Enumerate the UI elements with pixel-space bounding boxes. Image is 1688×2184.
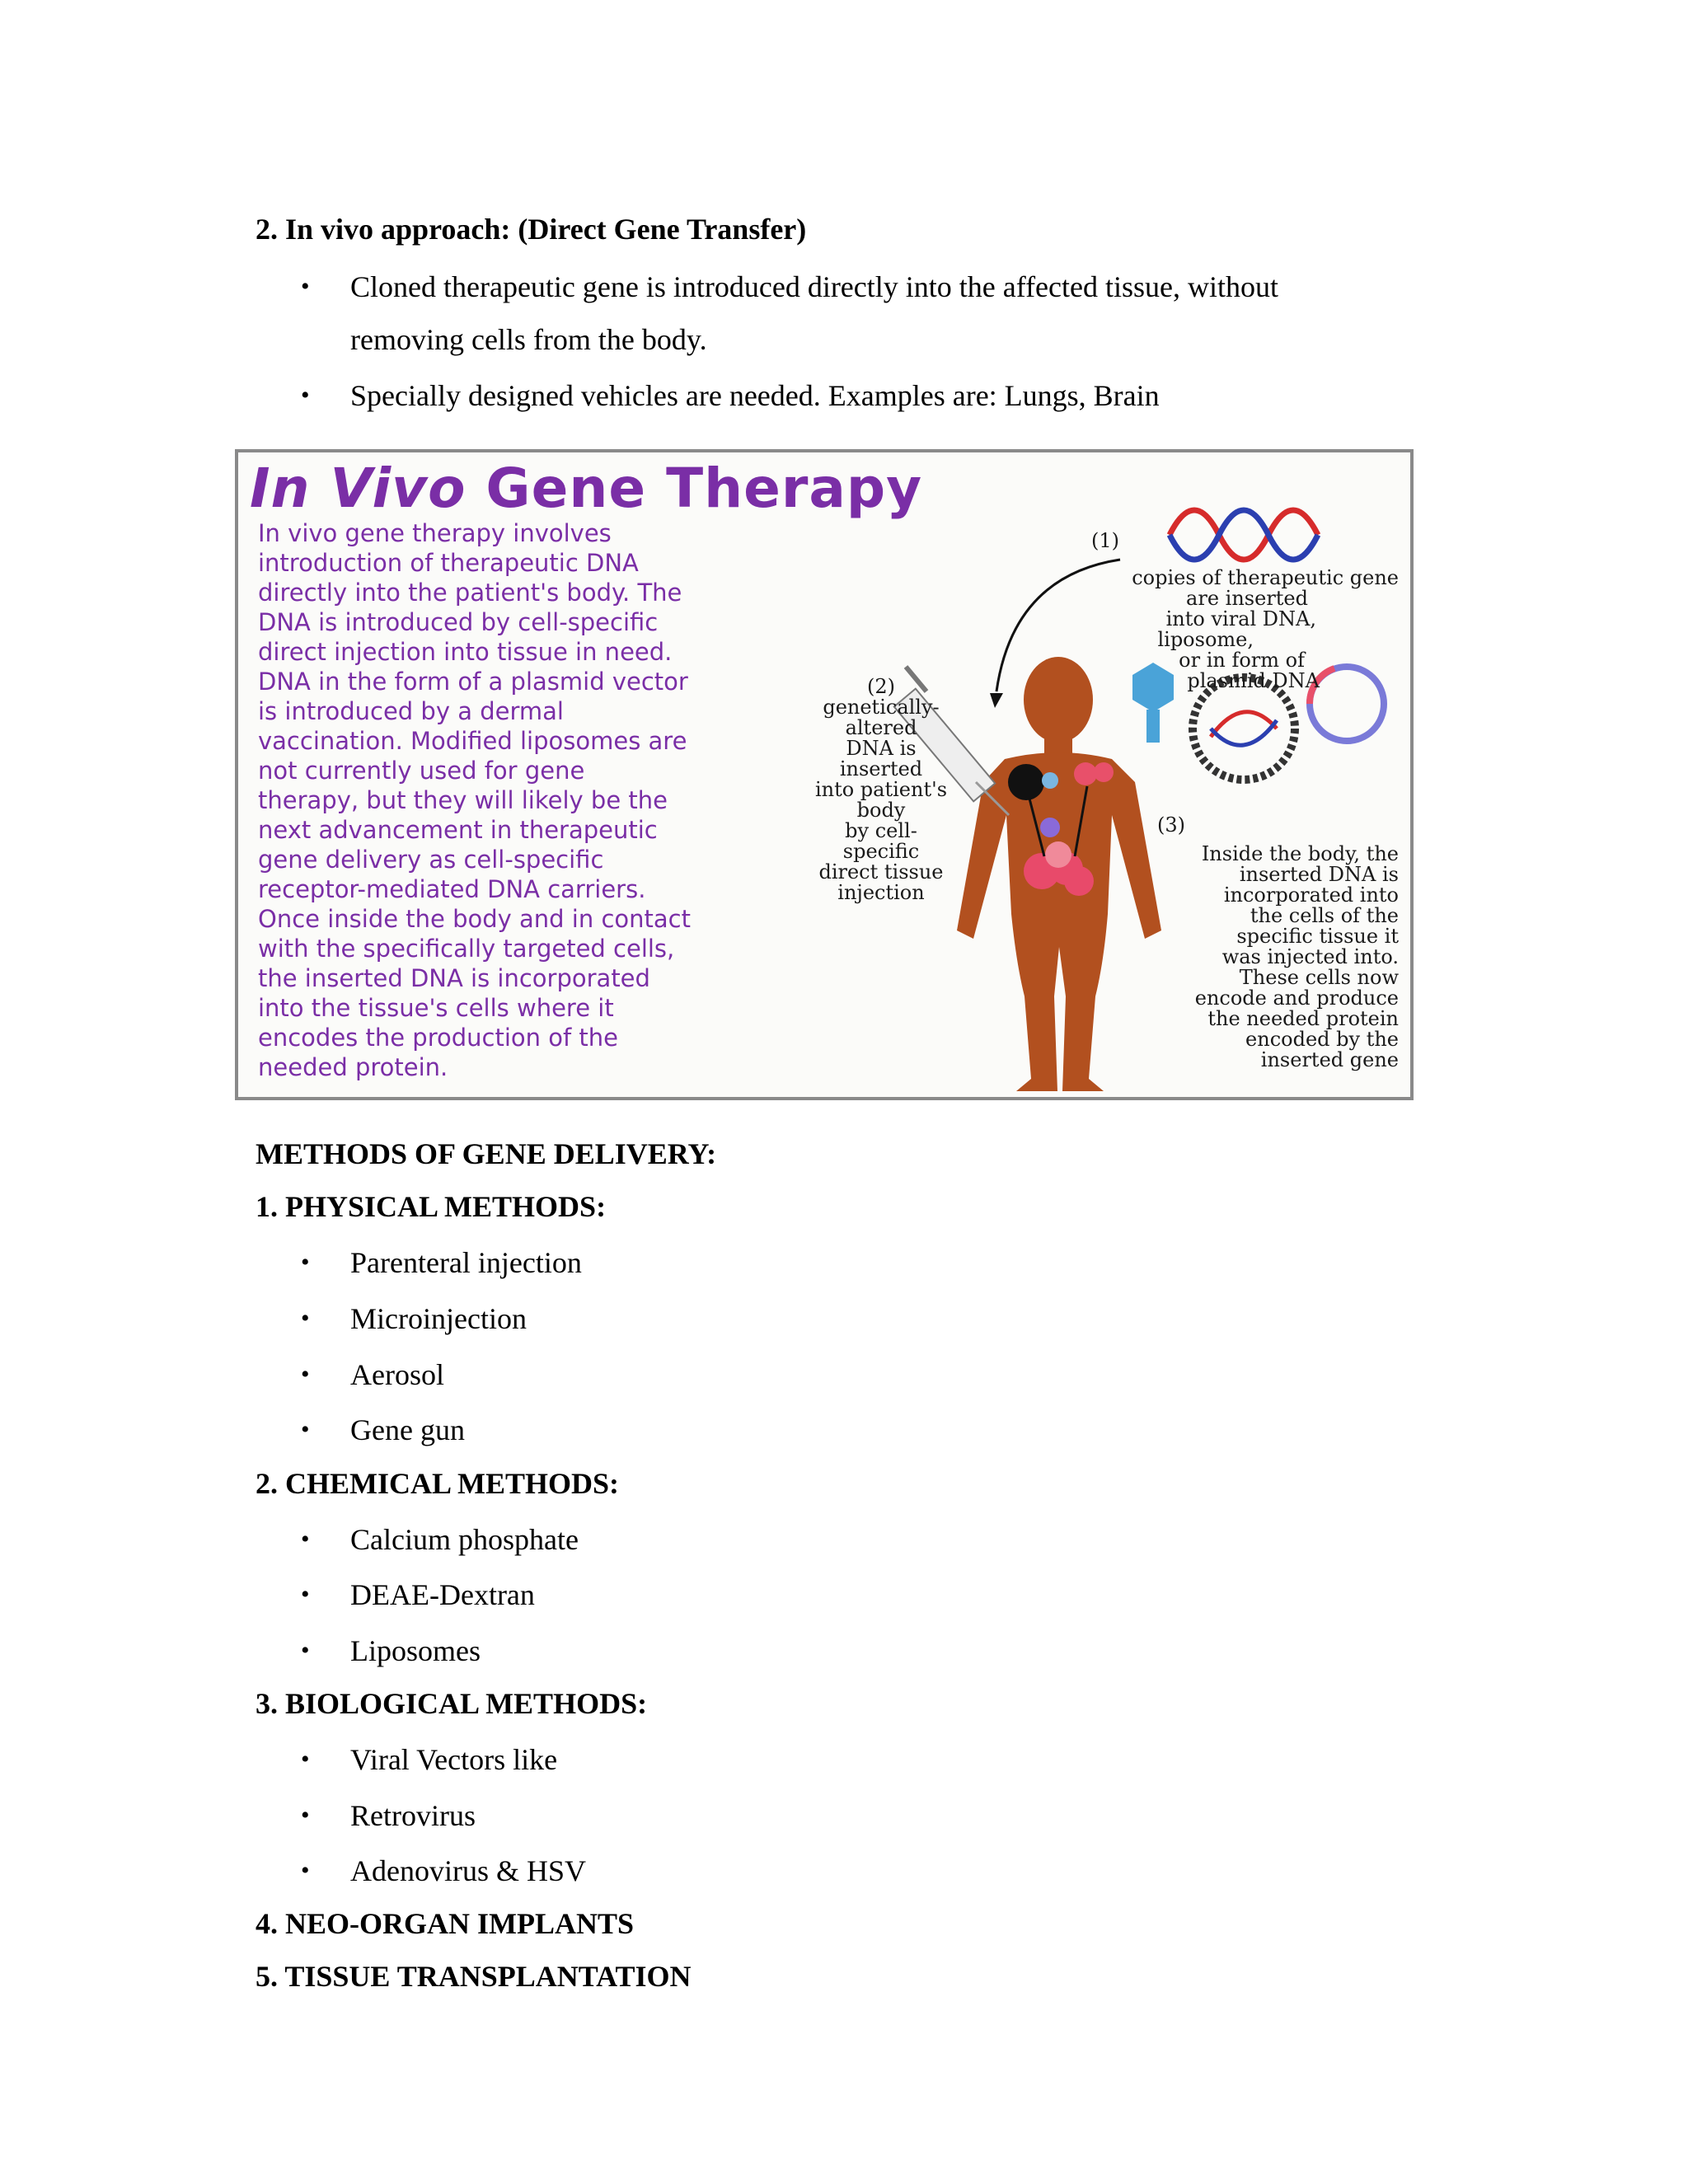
description-line: with the specifically targeted cells, xyxy=(258,935,675,963)
list-item-text: Liposomes xyxy=(350,1634,481,1667)
in-vivo-heading: 2. In vivo approach: (Direct Gene Transfer) xyxy=(256,213,807,246)
caption-line: These cells now xyxy=(1239,966,1399,989)
figure-title-rest: Gene Therapy xyxy=(466,457,923,520)
figure-title-italic: In Vivo xyxy=(250,457,467,520)
in-vivo-gene-therapy-figure xyxy=(235,449,1414,1100)
bullet-icon: • xyxy=(301,1802,310,1829)
caption-line: or in form of xyxy=(1179,649,1305,672)
physical-methods-heading: 1. PHYSICAL METHODS: xyxy=(256,1190,607,1223)
list-item-text: Aerosol xyxy=(350,1358,444,1391)
arrow-head-icon xyxy=(990,693,1003,708)
bullet-icon: • xyxy=(301,1249,310,1276)
list-item-text: Retrovirus xyxy=(350,1799,476,1832)
description-line: DNA in the form of a plasmid vector xyxy=(258,668,688,696)
caption-line: inserted DNA is xyxy=(1239,863,1399,886)
description-line: directly into the patient's body. The xyxy=(258,579,682,607)
caption-line: into patient's xyxy=(814,778,948,801)
caption-line: DNA is xyxy=(846,737,917,760)
liposome-icon xyxy=(1193,677,1295,780)
bullet-icon: • xyxy=(301,1416,310,1443)
step2-number: (2) xyxy=(867,675,895,698)
list-item-text: Adenovirus & HSV xyxy=(350,1854,586,1887)
bullet-icon: • xyxy=(301,1581,310,1608)
description-line: encodes the production of the xyxy=(258,1024,618,1052)
description-line: vaccination. Modified liposomes are xyxy=(258,727,687,755)
list-item-text: Calcium phosphate xyxy=(350,1523,579,1556)
description-line: next advancement in therapeutic xyxy=(258,816,658,844)
step2-caption xyxy=(799,677,964,903)
description-line: receptor-mediated DNA carriers. xyxy=(258,875,646,903)
list-item-text: Microinjection xyxy=(350,1302,527,1335)
figure-title xyxy=(250,456,922,522)
step1-number: (1) xyxy=(1091,529,1119,552)
tissue-transplantation-heading: 5. TISSUE TRANSPLANTATION xyxy=(256,1960,692,1993)
description-line: needed protein. xyxy=(258,1053,448,1081)
description-line: direct injection into tissue in need. xyxy=(258,638,673,666)
caption-line: the cells of the xyxy=(1250,904,1399,927)
bullet-icon: • xyxy=(301,1746,310,1773)
step3-caption xyxy=(1195,844,1399,1071)
bullet-icon: • xyxy=(301,1361,310,1388)
caption-line: plasmid DNA xyxy=(1187,669,1320,692)
description-line: the inserted DNA is incorporated xyxy=(258,964,650,992)
chemical-methods-heading: 2. CHEMICAL METHODS: xyxy=(256,1467,620,1500)
caption-line: specific xyxy=(842,840,920,863)
description-line: gene delivery as cell-specific xyxy=(258,846,604,874)
list-item-text: Viral Vectors like xyxy=(350,1743,558,1776)
caption-line: are inserted xyxy=(1186,587,1308,610)
caption-line: Inside the body, the xyxy=(1201,842,1399,865)
list-item-text: Gene gun xyxy=(350,1413,465,1446)
caption-line: altered xyxy=(845,716,917,739)
figure-description xyxy=(258,518,818,1082)
dna-helix-icon xyxy=(1170,510,1318,560)
caption-line: encoded by the xyxy=(1245,1028,1399,1051)
list-item-text: DEAE-Dextran xyxy=(350,1578,535,1611)
caption-line: liposome, xyxy=(1157,628,1254,651)
neo-organ-heading: 4. NEO-ORGAN IMPLANTS xyxy=(256,1907,635,1940)
caption-line: specific tissue it xyxy=(1236,925,1399,948)
caption-line: injection xyxy=(837,881,925,904)
caption-line: the needed protein xyxy=(1207,1007,1399,1030)
description-line: therapy, but they will likely be the xyxy=(258,786,668,814)
caption-line: was injected into. xyxy=(1221,945,1399,968)
caption-line: by cell- xyxy=(845,819,917,842)
bullet-icon: • xyxy=(301,1637,310,1664)
caption-line: genetically- xyxy=(823,696,940,719)
step3-number: (3) xyxy=(1157,813,1185,837)
step1-caption xyxy=(1132,568,1399,691)
description-line: Once inside the body and in contact xyxy=(258,905,691,933)
caption-line: inserted gene xyxy=(1260,1048,1399,1071)
bullet-icon: • xyxy=(301,273,310,300)
list-item-text: Specially designed vehicles are needed. Examples are: Lungs, Brain xyxy=(350,379,1160,412)
bullet-icon: • xyxy=(301,382,310,409)
description-line: is introduced by a dermal xyxy=(258,697,564,725)
description-line: In vivo gene therapy involves xyxy=(258,519,612,547)
caption-line: into viral DNA, xyxy=(1165,607,1316,630)
caption-line: direct tissue xyxy=(818,860,944,883)
list-item-text: Cloned therapeutic gene is introduced directly into the affected tissue, without xyxy=(350,270,1279,303)
biological-methods-heading: 3. BIOLOGICAL METHODS: xyxy=(256,1687,648,1720)
description-line: DNA is introduced by cell-specific xyxy=(258,608,659,636)
caption-line: body xyxy=(856,799,906,822)
caption-line: encode and produce xyxy=(1194,987,1399,1010)
list-item-text: removing cells from the body. xyxy=(350,323,707,356)
description-line: not currently used for gene xyxy=(258,757,585,785)
bullet-icon: • xyxy=(301,1526,310,1553)
caption-line: copies of therapeutic gene xyxy=(1132,566,1399,589)
methods-heading: METHODS OF GENE DELIVERY: xyxy=(256,1137,717,1170)
bullet-icon: • xyxy=(301,1305,310,1332)
bullet-icon: • xyxy=(301,1857,310,1884)
description-line: into the tissue's cells where it xyxy=(258,994,614,1022)
description-line: introduction of therapeutic DNA xyxy=(258,549,639,577)
list-item-text: Parenteral injection xyxy=(350,1246,582,1279)
caption-line: incorporated into xyxy=(1223,883,1399,907)
caption-line: inserted xyxy=(839,757,923,780)
